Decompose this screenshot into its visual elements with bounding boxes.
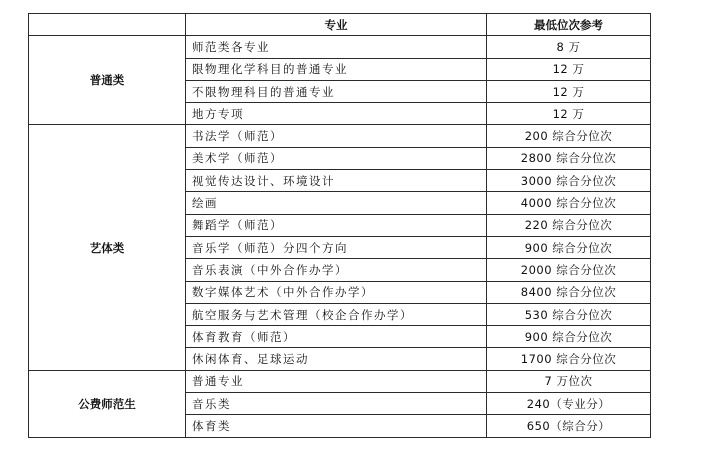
major-cell: 不限物理科目的普通专业 [186, 80, 487, 102]
ref-cell: 650（综合分） [487, 415, 651, 437]
ref-cell: 2000 综合分位次 [487, 259, 651, 281]
major-cell: 视觉传达设计、环境设计 [186, 170, 487, 192]
ref-cell: 530 综合分位次 [487, 303, 651, 325]
category-cell-arts-sports: 艺体类 [29, 125, 186, 370]
major-cell: 书法学（师范） [186, 125, 487, 147]
table-row [29, 36, 651, 58]
ref-cell: 7 万位次 [487, 370, 651, 392]
ref-cell: 1700 综合分位次 [487, 348, 651, 370]
category-cell-public-funded: 公费师范生 [29, 370, 186, 437]
major-cell: 美术学（师范） [186, 147, 487, 169]
category-cell-general: 普通类 [29, 36, 186, 125]
admission-reference-table [28, 13, 651, 438]
ref-cell: 4000 综合分位次 [487, 192, 651, 214]
major-cell: 航空服务与艺术管理（校企合作办学） [186, 303, 487, 325]
header-row [29, 14, 651, 36]
major-cell: 绘画 [186, 192, 487, 214]
ref-cell: 8400 综合分位次 [487, 281, 651, 303]
ref-cell: 900 综合分位次 [487, 236, 651, 258]
ref-cell: 2800 综合分位次 [487, 147, 651, 169]
ref-cell: 220 综合分位次 [487, 214, 651, 236]
ref-cell: 8 万 [487, 36, 651, 58]
ref-cell: 12 万 [487, 58, 651, 80]
major-cell: 音乐类 [186, 393, 487, 415]
ref-cell: 240（专业分） [487, 393, 651, 415]
category-header [29, 14, 186, 36]
ref-cell: 12 万 [487, 80, 651, 102]
major-cell: 师范类各专业 [186, 36, 487, 58]
major-cell: 地方专项 [186, 103, 487, 125]
ref-cell: 200 综合分位次 [487, 125, 651, 147]
major-cell: 音乐表演（中外合作办学） [186, 259, 487, 281]
major-cell: 普通专业 [186, 370, 487, 392]
table-row [29, 370, 651, 392]
ref-header: 最低位次参考 [487, 14, 651, 36]
major-cell: 音乐学（师范）分四个方向 [186, 236, 487, 258]
ref-cell: 12 万 [487, 103, 651, 125]
ref-cell: 900 综合分位次 [487, 326, 651, 348]
major-cell: 休闲体育、足球运动 [186, 348, 487, 370]
major-cell: 体育类 [186, 415, 487, 437]
ref-cell: 3000 综合分位次 [487, 170, 651, 192]
table-row [29, 125, 651, 147]
major-cell: 限物理化学科目的普通专业 [186, 58, 487, 80]
major-cell: 体育教育（师范） [186, 326, 487, 348]
major-cell: 数字媒体艺术（中外合作办学） [186, 281, 487, 303]
major-cell: 舞蹈学（师范） [186, 214, 487, 236]
major-header: 专业 [186, 14, 487, 36]
